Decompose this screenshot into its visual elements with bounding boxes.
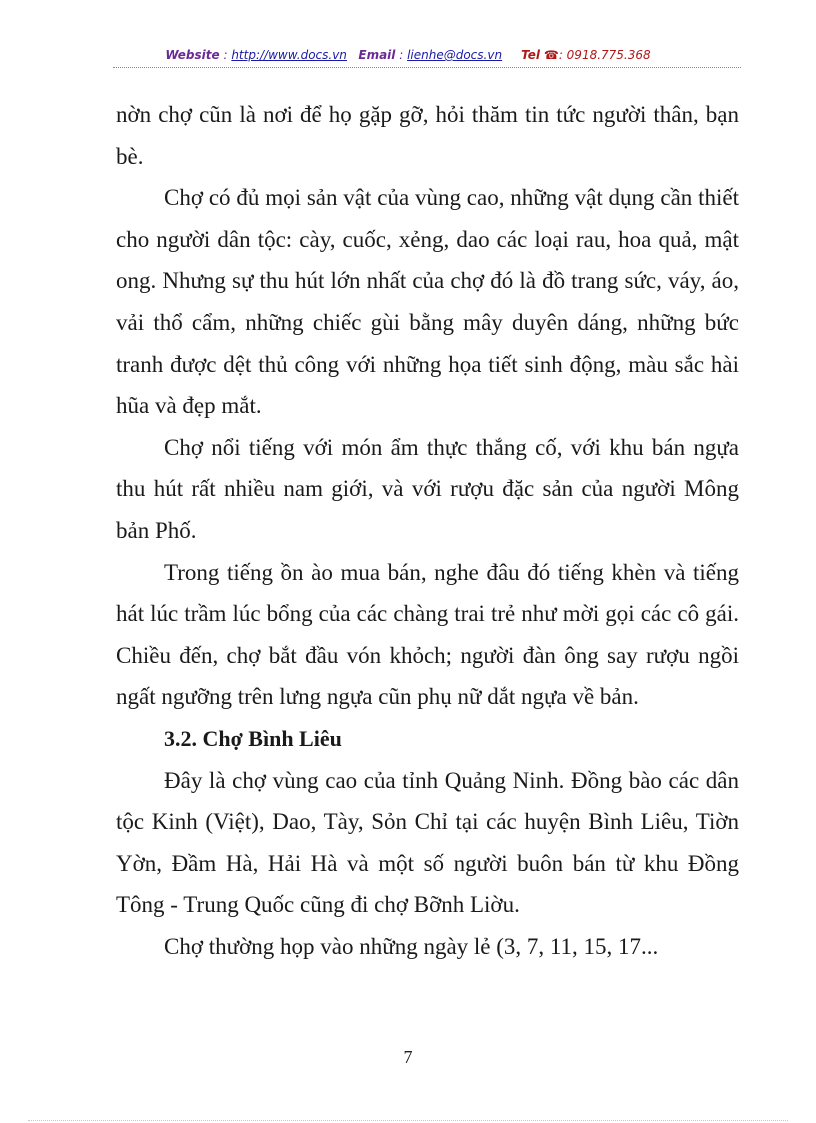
page-number: 7 bbox=[403, 1047, 413, 1067]
header-divider bbox=[113, 67, 741, 68]
paragraph-6: Chợ thường họp vào những ngày lẻ (3, 7, 11, 15, 17... bbox=[164, 933, 659, 959]
section-heading: 3.2. Chợ Bình Liêu bbox=[164, 725, 342, 751]
email-label: Email bbox=[358, 48, 396, 62]
email-colon: : bbox=[395, 48, 408, 62]
tel-label: Tel bbox=[521, 48, 541, 62]
website-label: Website bbox=[165, 48, 220, 62]
paragraph-5: Đây là chợ vùng cao của tỉnh Quảng Ninh. Đồng bào các dân tộc Kinh (Việt), Dao, Tày, Sỏn Chỉ tại các huyện Bình Liêu, Tiờn Yờn, Đầm Hà, Hải Hà và một số người buôn bán từ khu Đồng Tông - Trung Quốc cũng đi chợ Bỡnh Liờu. bbox=[116, 767, 739, 918]
paragraph-2: Chợ có đủ mọi sản vật của vùng cao, những vật dụng cần thiết cho người dân tộc: cày, cuốc, xẻng, dao các loại rau, hoa quả, mật ong. Nhưng sự thu hút lớn nhất của chợ đó là đồ trang sức, váy, áo, vải thổ cẩm, những chiếc gùi bằng mây duyên dáng, những bức tranh được dệt thủ công với những họa tiết sinh động, màu sắc hài hũa và đẹp mắt. bbox=[116, 185, 739, 419]
tel-number: : 0918.775.368 bbox=[558, 48, 651, 62]
phone-icon: ☎ bbox=[543, 48, 559, 62]
document-body bbox=[116, 94, 739, 967]
paragraph-3: Chợ nổi tiếng với món ẩm thực thắng cố, với khu bán ngựa thu hút rất nhiều nam giới, và với rượu đặc sản của người Mông bản Phố. bbox=[116, 434, 739, 543]
website-colon: : bbox=[219, 48, 232, 62]
footer-divider bbox=[28, 1120, 788, 1121]
page-header bbox=[0, 47, 816, 63]
website-link[interactable]: http://www.docs.vn bbox=[231, 48, 347, 62]
paragraph-4: Trong tiếng ồn ào mua bán, nghe đâu đó tiếng khèn và tiếng hát lúc trầm lúc bổng của các chàng trai trẻ như mời gọi các cô gái. Chiều đến, chợ bắt đầu vón khỏch; người đàn ông say rượu ngồi ngất ngưỡng trên lưng ngựa cũn phụ nữ dắt ngựa về bản. bbox=[116, 559, 739, 710]
paragraph-1: nờn chợ cũn là nơi để họ gặp gỡ, hỏi thăm tin tức người thân, bạn bè. bbox=[116, 102, 739, 169]
email-link[interactable]: lienhe@docs.vn bbox=[407, 48, 503, 62]
